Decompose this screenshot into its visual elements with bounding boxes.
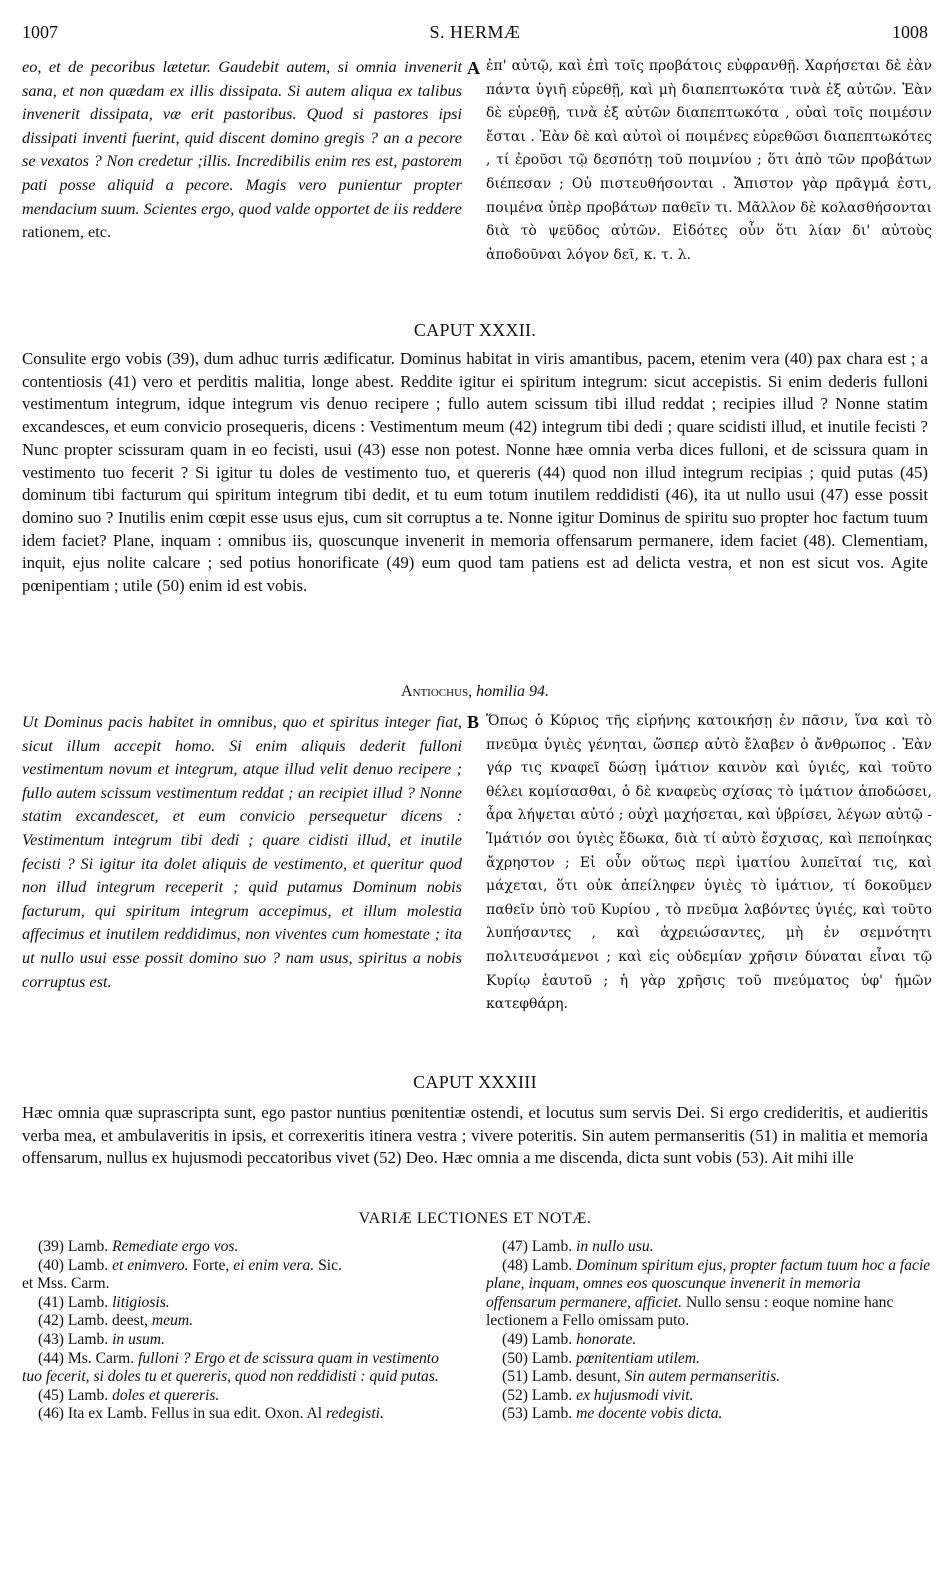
note-41: (41) Lamb. litigiosis.: [38, 1293, 170, 1311]
latin-text-top: eo, et de pecoribus lætetur. Gaudebit autem, si omnia invenerit sana, et non quædam ex illis dissipata. Si autem aliqua ex talibus invenerit dissipata, væ erit pastoribus. Quod si pastores ipsi dissipati inventi fuerint, quid discent domino gregis ? an a pecore se vexatos ? Non credetur ;illis. Incredibilis enim res est, pastorem pati posse aliquid a pecore. Magis vero punientur propter mendacium suum. Scientes ergo, quod valde opportet de iis reddere: [22, 57, 462, 218]
column-marker-a: A: [467, 58, 480, 78]
antiochus-work: homilia 94.: [476, 683, 550, 700]
latin-column-middle: Ut Dominus pacis habitet in omnibus, quo et spiritus integer fiat, sicut illum accepit homo. Si enim aliquis dederit fulloni vestimentum novum et integrum, atque illud velit denuo recipere ; fullo autem scissum vestimentum reddat ; an recipiet illud ? Nonne statim excandescet, et eum convicio persequetur dicens : Vestimentum integrum tibi dedi ; quare cidisti illud, et inutile fecisti ? Si igitur ita dolet aliquis de vestimento, et queritur quod non illud integrum receperit ; quid putamus Dominum nobis facturum, qui spiritum integrum accepimus, et illum molestia affecimus et inutilem reddidimus, non viventes cum homestate ; ita ut nullo usui esse possit domino suo ? nam usus, spiritus a nobis corruptus est.: [22, 712, 462, 991]
note-40: (40) Lamb. et enimvero. Forte, ei enim vera. Sic. et Mss. Carm.: [22, 1256, 342, 1293]
note-53: (53) Lamb. me docente vobis dicta.: [502, 1405, 723, 1423]
latin-column-top: [22, 55, 462, 244]
note-46: (46) Ita ex Lamb. Fellus in sua edit. Oxon. Al redegisti.: [38, 1405, 384, 1423]
latin-text-top-end: rationem, etc.: [22, 222, 112, 242]
note-39: (39) Lamb. Remediate ergo vos.: [38, 1238, 239, 1255]
column-marker-b: B: [467, 712, 480, 732]
greek-column-middle: Ὅπως ὁ Κύριος τῆς εἰρήνης κατοικήσῃ ἐν πᾶσιν, ἵνα καὶ τὸ πνεῦμα ὑγιὲς γένηται, ὥσπερ αὐτὸ ἔλαβεν ὁ ἄνθρωπος . Ἐὰν γάρ τις κναφεῖ δώσῃ ἱμάτιον καινὸν καὶ ὑγιές, καὶ τοῦτο θέλει κομίσασθαι, ὁ δὲ κναφεὺς σχίσας τὸ ἱμάτιον ἀποδώσει, ἆρα λήψεται αὐτό ; οὐχὶ μαχήσεται, καὶ ὑβρίσει, λέγων αὐτῷ - Ἱμάτιόν σοι ὑγιὲς ἔδωκα, διὰ τί αὐτὸ ἔσχισας, καὶ πεποίηκας ἄχρηστον ; Εἰ οὖν οὕτως περὶ ἱματίου λυπεῖταί τις, καὶ μάχεται, ὅτι οὐκ ἀπείληφεν ὑγιὲς τὸ ἱμάτιον, τί δοκοῦμεν παθεῖν ὑπὸ τοῦ Κυρίου , τὸ πνεῦμα λαβόντες ὑγιές, καὶ τοῦτο λυπήσαντες , καὶ ἀχρειώσαντες, μὴ ἐν σεμνότητι πολιτευσάμενοι ; καὶ εἰς οὐδεμίαν χρῆσιν δύναται εἶναι τῷ Κυρίῳ ἑαυτοῦ ; ἡ γὰρ χρῆσις τοῦ πνεύματος ὑφ' ἡμῶν κατεφθάρη.: [486, 713, 933, 1013]
note-50: (50) Lamb. pœnitentiam utilem.: [502, 1349, 700, 1367]
caput-33-heading: CAPUT XXXIII: [413, 1072, 537, 1092]
note-48: (48) Lamb. Dominum spiritum ejus, propter factum tuum hoc a facie plane, inquam, omnes eos quoscunque invenerit in memoria offensarum permanere, afficiet. Nullo sensu : eoque nomine hanc lectionem a Fello omissam puto.: [486, 1256, 931, 1330]
note-43: (43) Lamb. in usum.: [38, 1330, 165, 1348]
notes-left-column: [22, 1238, 462, 1424]
note-42: (42) Lamb. deest, meum.: [38, 1312, 194, 1330]
page-number-right: 1008: [892, 22, 928, 42]
running-head: S. HERMÆ: [429, 22, 521, 42]
note-47: (47) Lamb. in nullo usu.: [502, 1238, 654, 1255]
notes-title: VARIÆ LECTIONES ET NOTÆ.: [358, 1210, 592, 1227]
notes-right-column: [486, 1238, 932, 1424]
note-51: (51) Lamb. desunt, Sin autem permanseritis.: [502, 1368, 781, 1386]
caput-32-heading: CAPUT XXXII.: [413, 320, 537, 340]
note-45: (45) Lamb. doles et quereris.: [38, 1386, 220, 1404]
caput-32-text: Consulite ergo vobis (39), dum adhuc turris ædificatur. Dominus habitat in viris amantibus, pacem, etenim vera (40) pax chara est ; a contentiosis (41) vero et perditis malitia, longe abest. Reddite igitur ei spiritum integrum: sicut accepistis. Si enim dederis fulloni vestimentum integrum, idque integrum vis denuo recipere ; fullo autem scissum tibi illud reddat ; recipies illud ? Nonne statim excandesces, et eum convicio prosequeris, dicens : Vestimentum meum (42) integrum tibi dedi ; quare scidisti illud, et inutile fecisti ? Nunc propter scissuram quam in eo fecisti, usui (43) esse non potest. Nonne hæe omnia verba dices fulloni, et de scissura quam in vestimento tuo fecerit ? Si igitur tu doles de vestimento tuo, et quereris (44) quod non illud integrum recipias ; quid putas (45) dominum tibi facturum qui spiritum integrum tibi dedit, et tu eum totum inutilem reddidisti (46), ita ut nullo usui (47) esse possit domino suo ? Inutilis enim cœpit esse usus ejus, cum sit corruptus a te. Nonne igitur Dominus de spiritu suo propter hoc factum tuum idem faciet? Plane, inquam : omnibus iis, quoscunque invenerit in memoria offensarum permanere, idem faciet (48). Clementiam, inquit, ejus nolite calcare ; sed potius honorificate (49) eum quod tam patiens est ad delicta vestra, et non est sicut vos. Agite pœnipentiam ; utile (50) enim id est vobis.: [22, 349, 928, 596]
note-52: (52) Lamb. ex hujusmodi vivit.: [502, 1386, 694, 1404]
antiochus-name: Antiochus: [400, 683, 469, 700]
note-44: (44) Ms. Carm. fulloni ? Ergo et de scissura quam in vestimento tuo fecerit, si doles tu et quereris, quod non reddidisti : quid putas.: [22, 1349, 439, 1386]
caput-33-text: Hæc omnia quæ suprascripta sunt, ego pastor nuntius pœnitentiæ ostendi, et locutus sum servis Dei. Si ergo credideritis, et audieritis verba mea, et ambulaveritis in ipsis, et correxeritis itinera vestra ; vivere poteritis. Sin autem permanseritis (51) in malitia et memoria offensarum, nullus ex hujusmodi peccatoribus vivet (52) Deo. Hæc omnia a me discenda, dicta sunt vobis (53). Ait mihi ille: [22, 1103, 928, 1168]
page-number-left: 1007: [22, 22, 58, 42]
antiochus-citation: Antiochus, homilia 94.: [400, 683, 550, 700]
greek-column-top: ἐπ' αὐτῷ, καὶ ἐπὶ τοῖς προβάτοις εὐφρανθῇ. Χαρήσεται δὲ ἐὰν πάντα ὑγιῆ εὑρεθῇ, καὶ μὴ διαπεπτωκότα τινὰ ἐξ αὐτῶν. Ἐὰν δὲ εὑρεθῇ, τινὰ ἐξ αὐτῶν διαπεπτωκότα , οὐαὶ τοῖς ποιμέσιν ἔσται . Ἐὰν δὲ καὶ αὐτοὶ οἱ ποιμένες εὑρεθῶσι διαπεπτωκότες , τί ἐροῦσι τῷ δεσπότῃ τοῦ ποιμνίου ; ὅτι ἀπὸ τῶν προβάτων διέπεσαν ; Οὐ πιστευθήσονται . Ἄπιστον γὰρ πρᾶγμά ἐστι, ποιμένα ὑπὲρ προβάτων παθεῖν τι. Μᾶλλον δὲ κολασθήσονται διὰ τὸ ψεῦδος αὐτῶν. Εἰδότες οὖν ὅτι λίαν δι' αὐτοὺς ἀποδοῦναι λόγον δεῖ, κ. τ. λ.: [486, 58, 932, 263]
note-49: (49) Lamb. honorate.: [502, 1330, 637, 1348]
